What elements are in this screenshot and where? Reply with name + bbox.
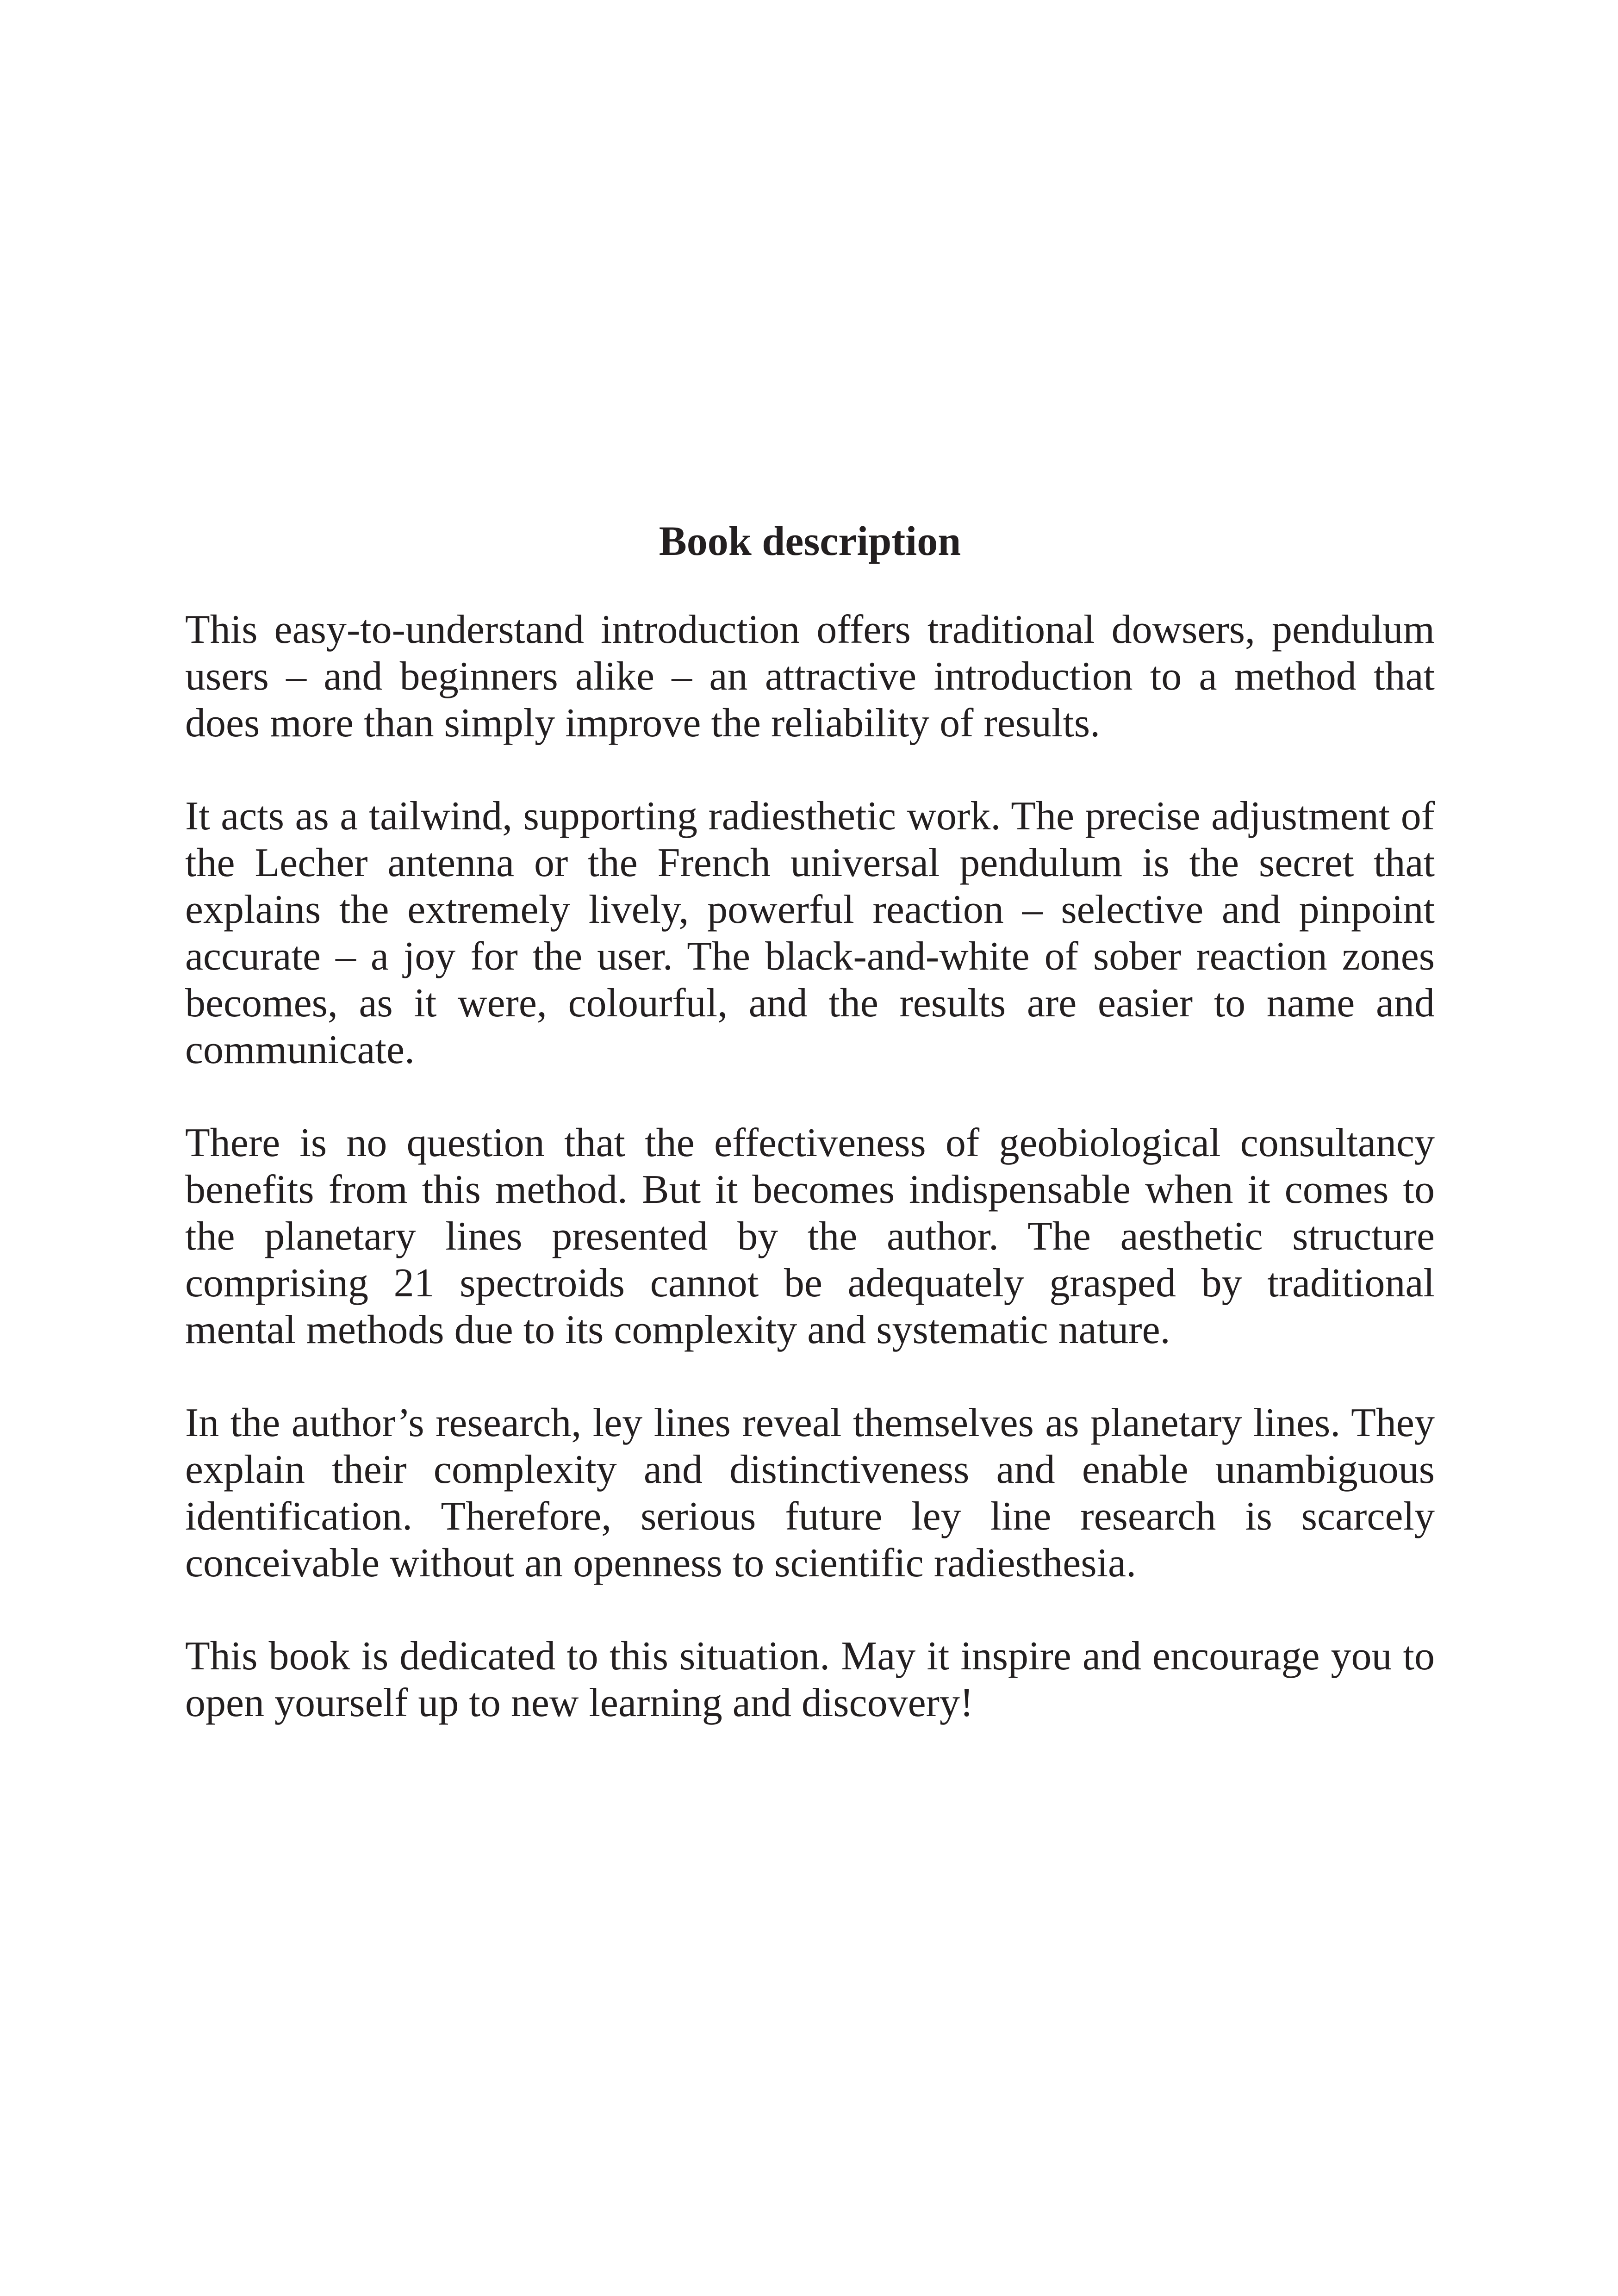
paragraph-introduction: This easy-to-understand introduction offers traditional dowsers, pendulum users – and beginners alike – an attractive introduction to a method that does more than simply improve the reliability of results. <box>185 607 1435 746</box>
paragraph-tailwind: It acts as a tailwind, supporting radiesthetic work. The precise adjustment of the Lecher antenna or the French universal pendulum is the secret that explains the extremely lively, powerful reaction – selective and pinpoint accurate – a joy for the user. The black-and-white of sober reaction zones becomes, as it were, colourful, and the results are easier to name and communicate. <box>185 794 1435 1072</box>
paragraph-dedication: This book is dedicated to this situation. May it inspire and encourage you to open yourself up to new learning and discovery! <box>185 1634 1435 1725</box>
book-description-section <box>185 514 1435 1773</box>
paragraph-geobiology: There is no question that the effectiveness of geobiological consultancy benefits from this method. But it becomes indispensable when it comes to the planetary lines presented by the author. The aesthetic structure comprising 21 spectroids cannot be adequately grasped by traditional mental methods due to its complexity and systematic nature. <box>185 1120 1435 1352</box>
page-title: Book description <box>659 518 961 564</box>
paragraph-ley-lines: In the author’s research, ley lines reveal themselves as planetary lines. They explain their complexity and distinctiveness and enable unambiguous identification. Therefore, serious future ley line research is scarcely conceivable without an openness to scientific radiesthesia. <box>185 1400 1435 1586</box>
